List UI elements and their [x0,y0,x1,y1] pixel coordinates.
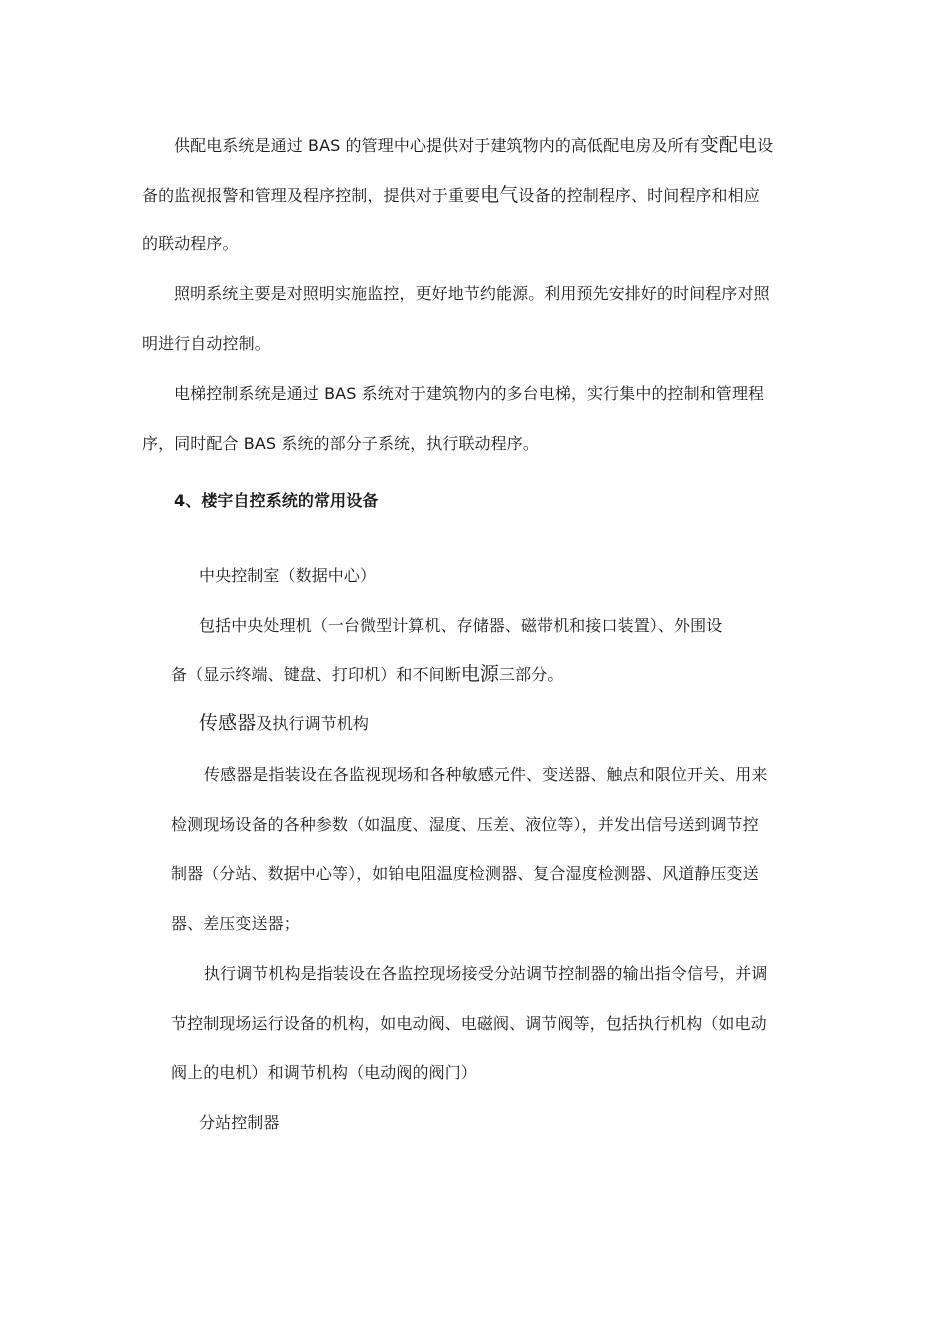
central-line2-tail: 三部分。 [499,665,564,684]
central-line2-emphasis: 电源 [460,663,500,685]
sensor-p1-line-3: 制器（分站、数据中心等），如铂电阻温度检测器、复合湿度检测器、风道静压变送 [171,864,759,883]
power-paragraph-line-3: 的联动程序。 [142,234,239,253]
sensor-p1-line-4: 器、差压变送器； [171,914,300,933]
sensor-title-tail: 及执行调节机构 [256,714,370,733]
power-paragraph-line-1 [174,135,773,156]
power-line2-emphasis: 电气 [480,184,519,206]
sensor-p2-line-1: 执行调节机构是指装设在各监控现场接受分站调节控制器的输出指令信号，并调 [204,964,768,983]
central-control-title: 中央控制室（数据中心） [199,566,377,585]
sensor-p1-line-1: 传感器是指装设在各监视现场和各种敏感元件、变送器、触点和限位开关、用来 [204,765,768,784]
lighting-paragraph-line-1: 照明系统主要是对照明实施监控，更好地节约能源。利用预先安排好的时间程序对照 [174,284,770,303]
substation-controller-title: 分站控制器 [199,1113,280,1132]
elevator-paragraph-line-1: 电梯控制系统是通过 BAS 系统对于建筑物内的多台电梯，实行集中的控制和管理程 [174,384,765,403]
sensor-title-emphasis: 传感器 [199,712,257,734]
central-line2-text: 备（显示终端、键盘、打印机）和不间断 [171,665,461,684]
elevator-paragraph-line-2: 序，同时配合 BAS 系统的部分子系统，执行联动程序。 [142,434,539,453]
sensor-p2-line-2: 节控制现场运行设备的机构，如电动阀、电磁阀、调节阀等，包括执行机构（如电动 [171,1014,767,1033]
section-heading-4: 4、楼宇自控系统的常用设备 [174,491,379,510]
power-line1-tail: 设 [757,136,774,155]
central-paragraph-line-1: 包括中央处理机（一台微型计算机、存储器、磁带机和接口装置）、外围设 [199,616,723,635]
power-paragraph-line-2 [142,185,760,206]
power-line1-text: 供配电系统是通过 BAS 的管理中心提供对于建筑物内的高低配电房及所有 [174,136,700,155]
power-line2-text: 备的监视报警和管理及程序控制，提供对于重要 [142,186,481,205]
power-line1-emphasis: 变配电 [699,134,758,156]
sensor-p2-line-3: 阀上的电机）和调节机构（电动阀的阀门） [171,1063,477,1082]
sensor-p1-line-2: 检测现场设备的各种参数（如温度、湿度、压差、液位等），并发出信号送到调节控 [171,815,759,834]
central-paragraph-line-2 [171,664,563,685]
lighting-paragraph-line-2: 明进行自动控制。 [142,334,271,353]
sensor-title [199,713,369,734]
power-line2-tail: 设备的控制程序、时间程序和相应 [518,186,760,205]
